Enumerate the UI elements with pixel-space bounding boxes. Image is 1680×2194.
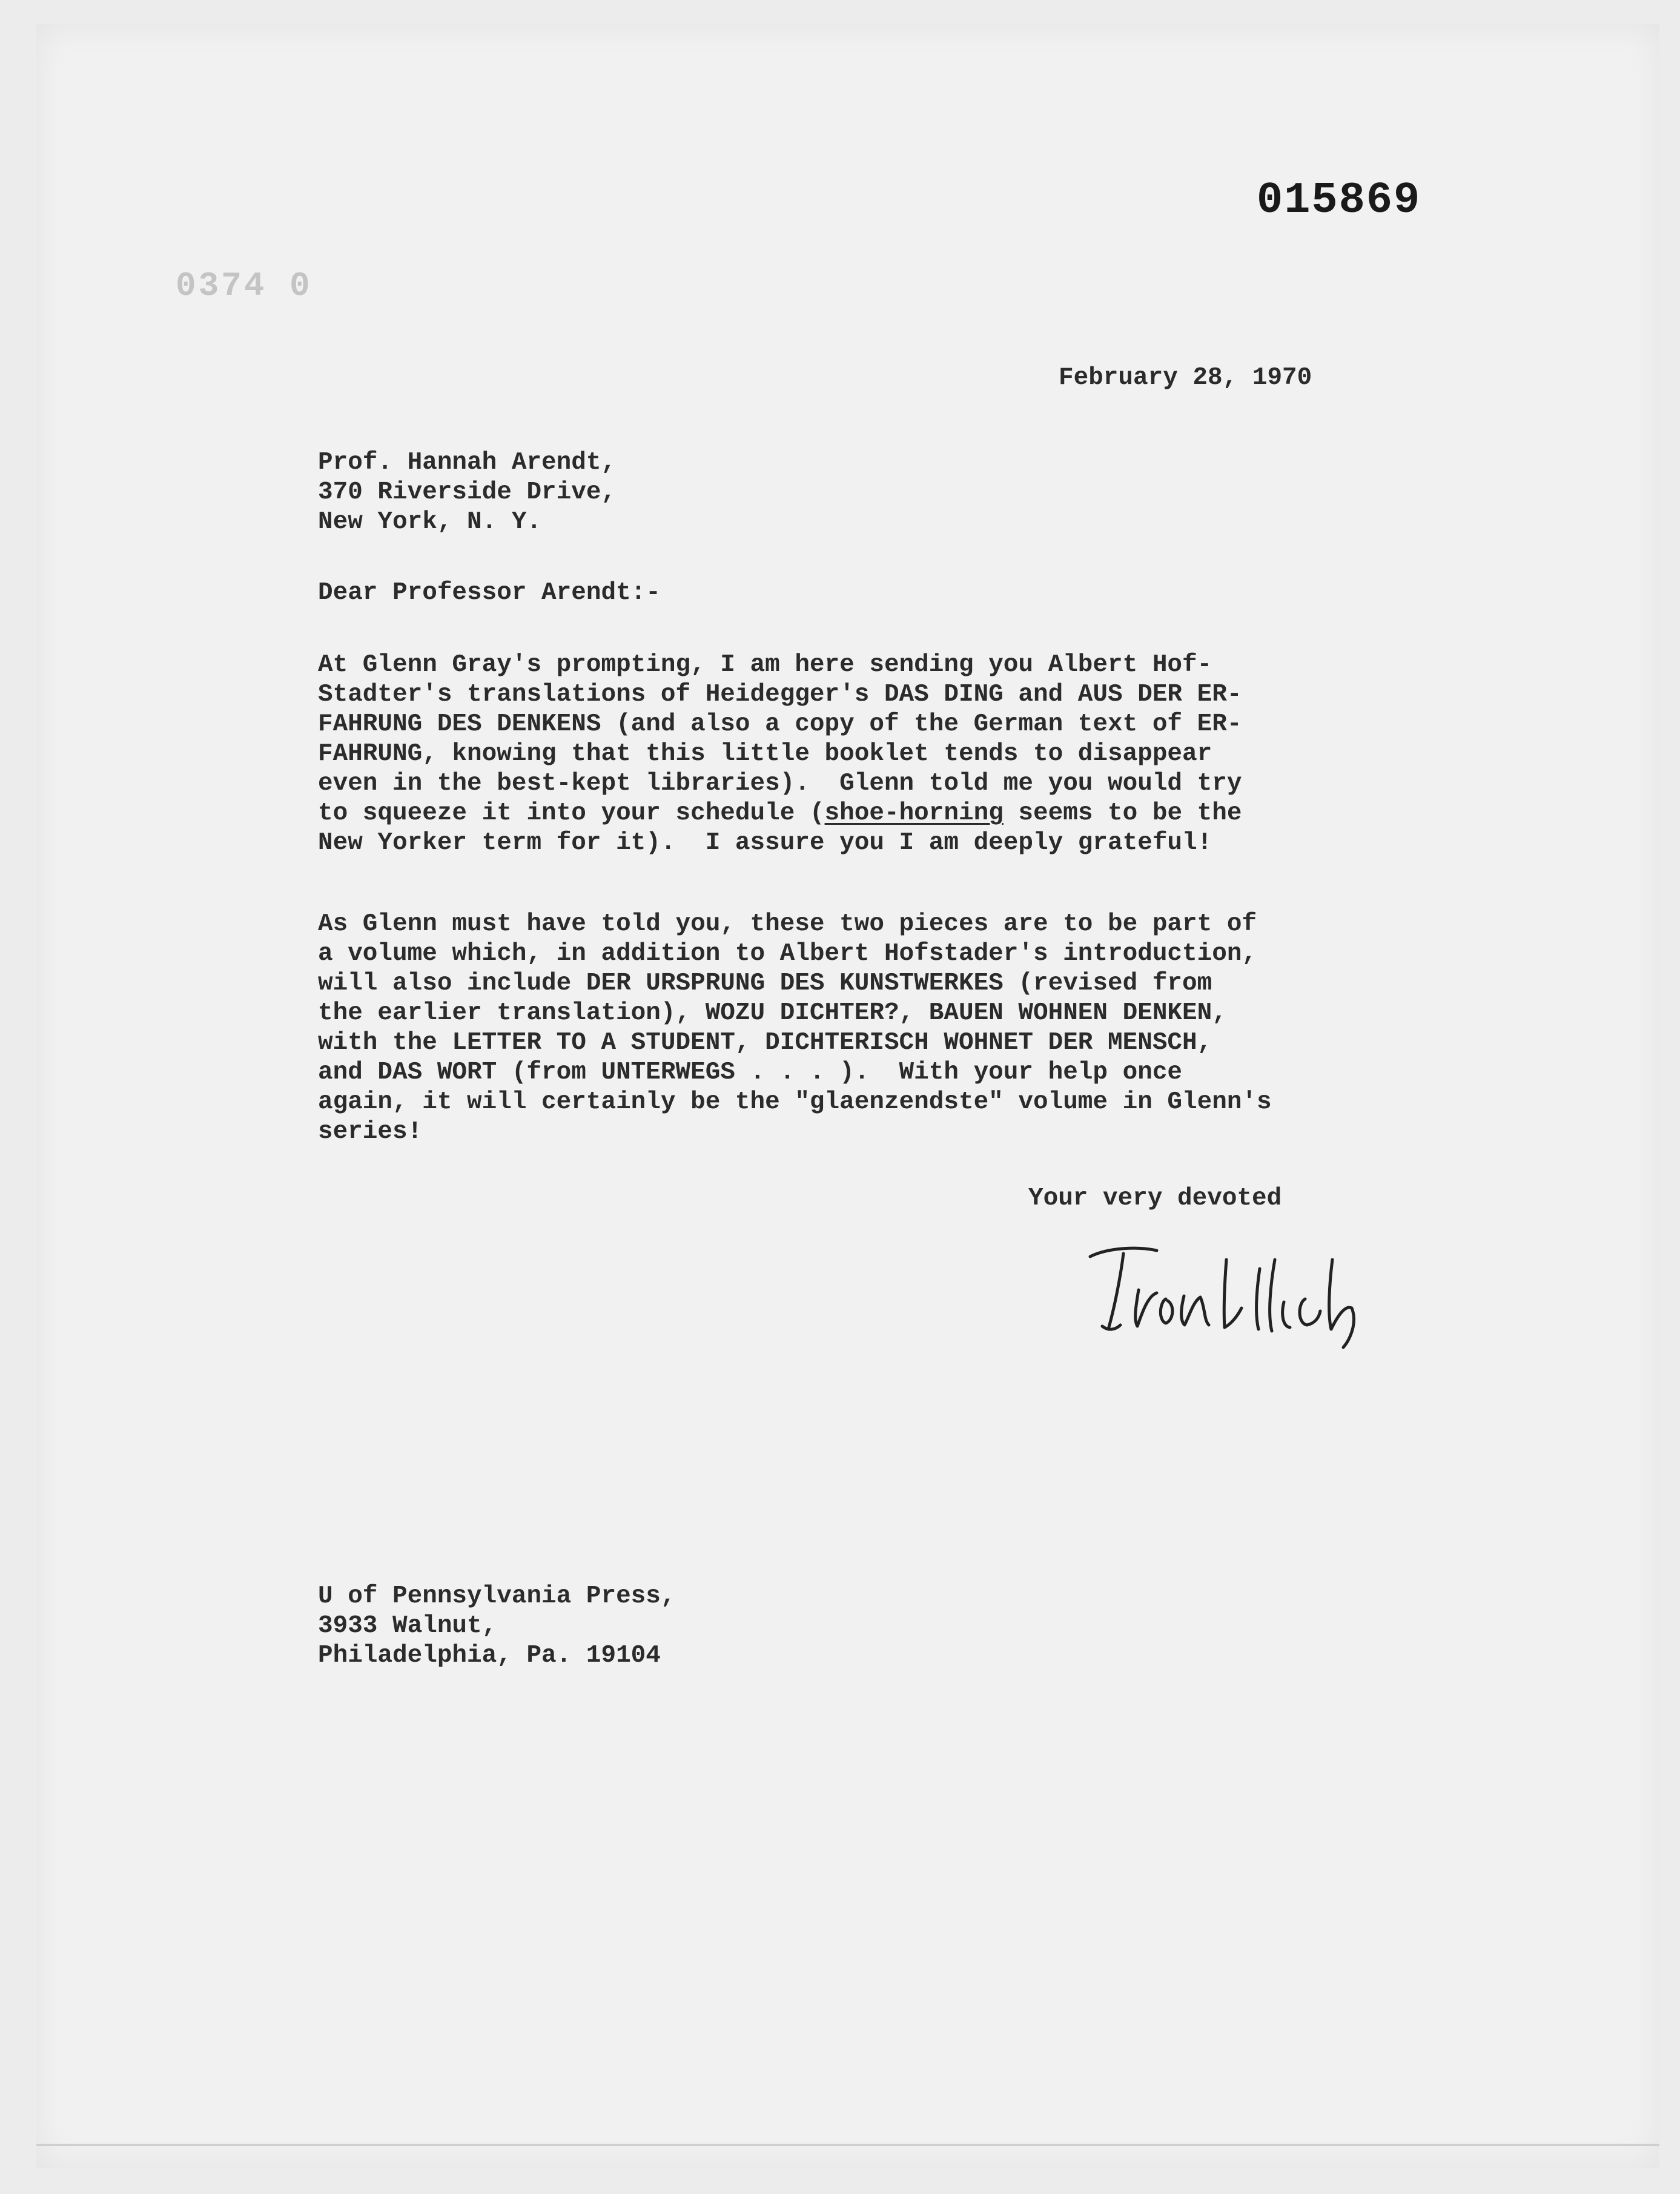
text-line: Stadter's translations of Heidegger's DAS DING and AUS DER ER- <box>318 681 1242 709</box>
text-line <box>318 799 1242 828</box>
archive-document-number: 015869 <box>1257 176 1421 225</box>
sheet-bottom-edge <box>36 2144 1659 2146</box>
text-line: and DAS WORT (from UNTERWEGS . . . ). With your help once <box>318 1059 1183 1086</box>
text-line: even in the best-kept libraries). Glenn told me you would try <box>318 770 1242 798</box>
text-line: series! <box>318 1118 423 1146</box>
salutation: Dear Professor Arendt:- <box>318 579 661 607</box>
text-line: will also include DER URSPRUNG DES KUNSTWERKES (revised from <box>318 970 1212 997</box>
paragraph-2 <box>318 910 1272 1147</box>
text-line: FAHRUNG, knowing that this little booklet tends to disappear <box>318 740 1212 768</box>
sender-line: U of Pennsylvania Press, <box>318 1582 676 1610</box>
paragraph-1 <box>318 650 1242 858</box>
faint-stamp: 0374 0 <box>176 266 313 305</box>
text-segment: seems to be the <box>1003 799 1242 827</box>
sender-line: Philadelphia, Pa. 19104 <box>318 1642 661 1670</box>
sender-address <box>318 1582 676 1671</box>
sender-line: 3933 Walnut, <box>318 1612 497 1640</box>
text-line: New Yorker term for it). I assure you I am deeply grateful! <box>318 829 1212 857</box>
recipient-line: Prof. Hannah Arendt, <box>318 449 617 477</box>
handwritten-signature <box>1066 1223 1381 1356</box>
text-line: FAHRUNG DES DENKENS (and also a copy of the German text of ER- <box>318 710 1242 738</box>
underlined-term: shoe-horning <box>824 799 1004 827</box>
text-line: again, it will certainly be the "glaenzendste" volume in Glenn's <box>318 1088 1272 1116</box>
recipient-line: 370 Riverside Drive, <box>318 478 617 506</box>
recipient-line: New York, N. Y. <box>318 508 542 536</box>
recipient-address <box>318 448 616 537</box>
text-line: the earlier translation), WOZU DICHTER?, BAUEN WOHNEN DENKEN, <box>318 999 1227 1027</box>
text-segment: to squeeze it into your schedule ( <box>318 799 825 827</box>
closing: Your very devoted <box>1028 1185 1282 1212</box>
text-line: At Glenn Gray's prompting, I am here sending you Albert Hof- <box>318 651 1212 679</box>
text-line: As Glenn must have told you, these two pieces are to be part of <box>318 910 1257 938</box>
letter-date: February 28, 1970 <box>1059 364 1312 392</box>
text-line: with the LETTER TO A STUDENT, DICHTERISCH WOHNET DER MENSCH, <box>318 1029 1212 1057</box>
text-line: a volume which, in addition to Albert Hofstader's introduction, <box>318 940 1257 968</box>
